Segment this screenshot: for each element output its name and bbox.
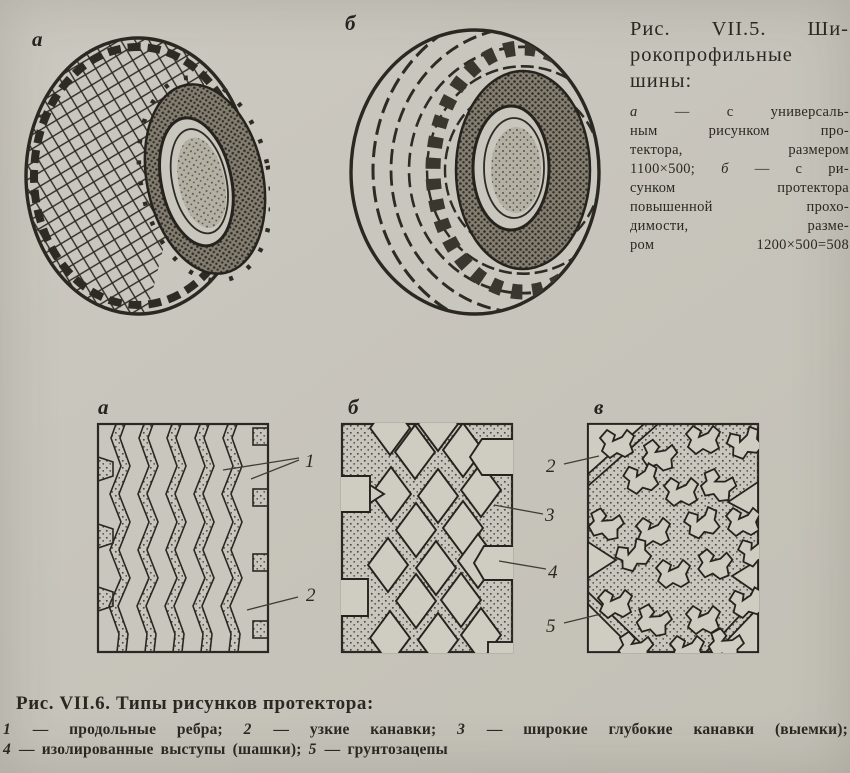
diagram-a-label: а [98, 395, 109, 419]
figure5-caption [630, 16, 849, 255]
callout-1: 1 [305, 451, 315, 472]
callout-3: 3 [545, 505, 555, 526]
figure5-description [630, 103, 849, 255]
figure6-title: Рис. VII.6. Типы рисунков протектора: [16, 693, 374, 714]
caption-line: димости, разме- [630, 218, 849, 234]
caption-line: повышенной прохо- [630, 199, 849, 215]
callout-5: 5 [546, 616, 556, 637]
figure5-title-line: рокопрофильные [630, 44, 793, 66]
tire-b-hub-dish [491, 127, 541, 213]
diagram-b-label: б [348, 395, 359, 419]
callout-2a: 2 [306, 585, 316, 606]
tread-diagram-ribs [98, 424, 268, 652]
caption-line: сунком протектора [630, 180, 849, 196]
figure6-legend-line: 1 — продольные ребра; 2 — узкие канавки; 3 — широкие глубокие канавки (выемки); [3, 721, 849, 738]
caption-line: ным рисунком про- [630, 123, 849, 139]
tire-b-illustration [333, 2, 651, 332]
tire-a-illustration [20, 14, 270, 324]
tire-b-rim [456, 71, 590, 269]
tire-b-body [351, 8, 651, 332]
tread-diagram-lugs [584, 424, 776, 666]
caption-line: тектора, размером [630, 142, 849, 158]
tire-a-body [20, 14, 270, 324]
caption-line: ром 1200×500=508 [630, 237, 849, 253]
callout-2b: 2 [546, 456, 556, 477]
tread-patterns-figure [0, 385, 850, 685]
tire-a-label: а [32, 27, 43, 51]
callout-4: 4 [548, 562, 558, 583]
diagram-v-label: в [594, 395, 604, 419]
tread-diagram-diamonds [340, 397, 514, 667]
figure5-title-line: шины: [630, 70, 693, 92]
figure6-legend-line: 4 — изолированные выступы (шашки); 5 — грунтозацепы [3, 741, 448, 758]
caption-line: а — с универсаль- [630, 104, 849, 120]
caption-line: 1100×500; б — с ри- [630, 161, 849, 177]
tire-b-label: б [345, 11, 356, 35]
figure5-title-line: Рис. VII.5. Ши- [630, 18, 849, 40]
